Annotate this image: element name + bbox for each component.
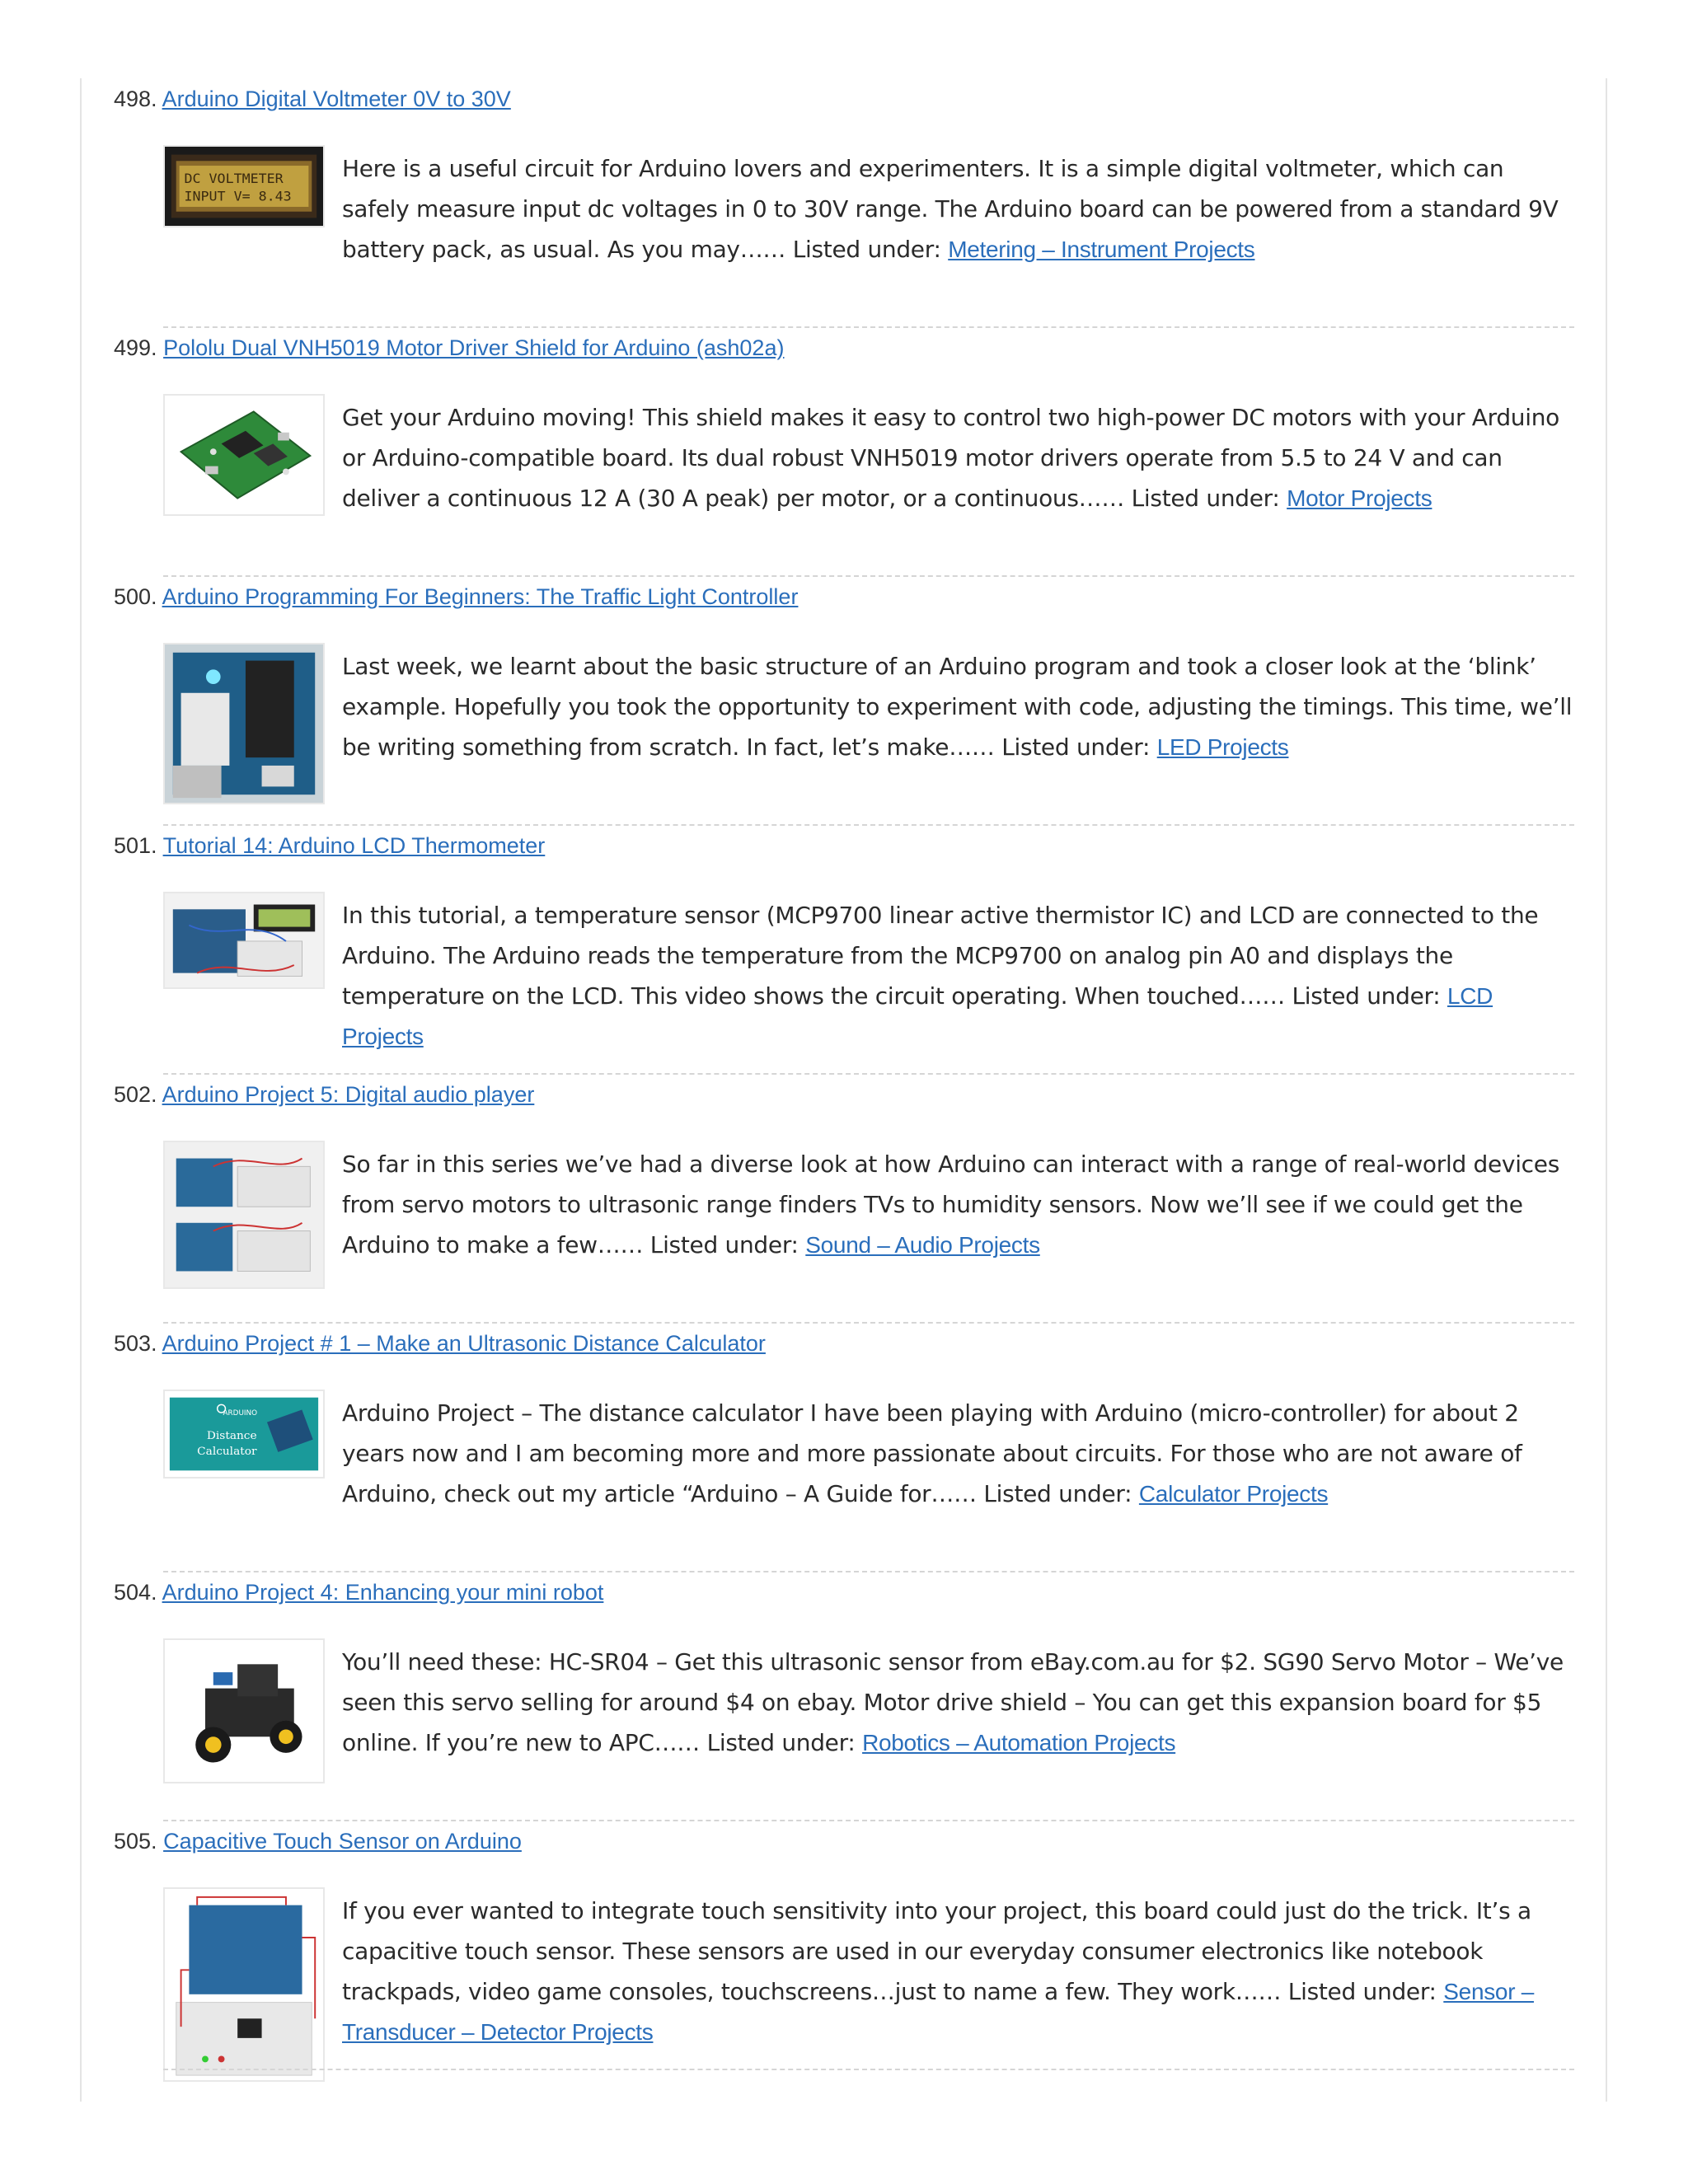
item-title-link[interactable]: Arduino Digital Voltmeter 0V to 30V <box>162 87 511 111</box>
item-description <box>342 148 1574 269</box>
category-link[interactable]: LCD Projects <box>342 983 1493 1049</box>
description-text: You’ll need these: HC-SR04 – Get this ultrasonic sensor from eBay.com.au for $2. SG90 Servo Motor – We’ve seen this servo selling for around $4 on ebay. Motor drive shield – You can get this expansion board for $5 online. If you’re new to APC…… Listed under: <box>342 1648 1564 1756</box>
item-thumbnail[interactable] <box>163 145 325 227</box>
item-thumbnail[interactable] <box>163 643 325 804</box>
item-title-link[interactable]: Arduino Project 4: Enhancing your mini robot <box>162 1580 604 1605</box>
item-thumbnail[interactable] <box>163 394 325 516</box>
category-link[interactable]: Motor Projects <box>1287 485 1432 511</box>
category-link[interactable]: LED Projects <box>1156 734 1289 760</box>
lcd-line-1: DC VOLTMETER <box>184 171 284 187</box>
item-title-link[interactable]: Capacitive Touch Sensor on Arduino <box>163 1829 522 1854</box>
item-divider <box>163 1571 1574 1572</box>
item-divider <box>163 575 1574 577</box>
description-text: So far in this series we’ve had a diverse look at how Arduino can interact with a range of real-world devices from servo motors to ultrasonic range finders TVs to humidity sensors. Now we’ll see if we could get the Arduino to make a few…… Listed under: <box>342 1151 1559 1258</box>
item-title-link[interactable]: Arduino Programming For Beginners: The Traffic Light Controller <box>162 584 799 609</box>
category-link[interactable]: Sensor – Transducer – Detector Projects <box>342 1979 1534 2045</box>
list-item <box>114 82 1574 331</box>
lcd-line-2: INPUT V= 8.43 <box>184 188 292 204</box>
item-thumbnail[interactable] <box>163 1390 325 1479</box>
lcd-thermometer-image <box>165 893 323 987</box>
item-number: 504. <box>114 1580 157 1605</box>
item-title <box>114 829 545 862</box>
item-title <box>114 82 511 115</box>
item-number: 498. <box>114 87 157 111</box>
left-border <box>80 78 82 2102</box>
item-number: 505. <box>114 1829 157 1854</box>
item-title-link[interactable]: Arduino Project # 1 – Make an Ultrasonic Distance Calculator <box>162 1331 766 1356</box>
item-number: 503. <box>114 1331 157 1356</box>
project-list <box>114 82 1574 2074</box>
audio-player-image <box>165 1142 323 1287</box>
item-divider <box>163 824 1574 826</box>
touch-sensor-breadboard-image <box>165 1889 323 2080</box>
item-number: 500. <box>114 584 157 609</box>
mini-robot-image <box>165 1640 323 1782</box>
list-item <box>114 1825 1574 2074</box>
description-text: If you ever wanted to integrate touch sensitivity into your project, this board could just do the trick. It’s a capacitive touch sensor. These sensors are used in our everyday consumer electronics like notebook trackpads, video game consoles, touchscreens…just to name a few. They work…… Listed under: <box>342 1897 1531 2005</box>
list-item <box>114 1576 1574 1825</box>
item-divider <box>163 1820 1574 1821</box>
item-title <box>114 1825 522 1858</box>
item-description <box>342 646 1574 767</box>
item-description <box>342 397 1574 518</box>
item-thumbnail[interactable] <box>163 1638 325 1783</box>
item-description <box>342 895 1574 1057</box>
distance-calculator-image <box>165 1391 323 1477</box>
description-text: Here is a useful circuit for Arduino lovers and experimenters. It is a simple digital voltmeter, which can safely measure input dc voltages in 0 to 30V range. The Arduino board can be powered from a standard 9V battery pack, as usual. As you may…… Listed under: <box>342 155 1559 263</box>
item-number: 499. <box>114 335 157 360</box>
category-link[interactable]: Robotics – Automation Projects <box>862 1730 1176 1755</box>
description-text: In this tutorial, a temperature sensor (MCP9700 linear active thermistor IC) and LCD are connected to the Arduino. The Arduino reads the temperature from the MCP9700 on analog pin A0 and displays the temperature on the LCD. This video shows the circuit operating. When touched…… Listed under: <box>342 902 1539 1010</box>
item-divider <box>163 1322 1574 1324</box>
item-description <box>342 1393 1574 1514</box>
item-title-link[interactable]: Tutorial 14: Arduino LCD Thermometer <box>162 833 546 858</box>
list-item <box>114 331 1574 580</box>
item-divider <box>163 326 1574 328</box>
category-link[interactable]: Sound – Audio Projects <box>805 1232 1040 1258</box>
item-title-link[interactable]: Pololu Dual VNH5019 Motor Driver Shield for Arduino (ash02a) <box>163 335 785 360</box>
item-thumbnail[interactable] <box>163 892 325 989</box>
item-thumbnail[interactable] <box>163 1141 325 1289</box>
list-item <box>114 1078 1574 1327</box>
item-divider <box>163 2069 1574 2070</box>
traffic-light-board-image <box>165 644 323 803</box>
description-text: Arduino Project – The distance calculator I have been playing with Arduino (micro-controller) for about 2 years now and I am becoming more and more passionate about circuits. For those who are not aware of Arduino, check out my article “Arduino – A Guide for…… Listed under: <box>342 1399 1522 1507</box>
item-divider <box>163 1073 1574 1075</box>
item-description <box>342 1144 1574 1265</box>
item-title-link[interactable]: Arduino Project 5: Digital audio player <box>162 1082 535 1107</box>
item-thumbnail[interactable] <box>163 1887 325 2082</box>
item-title <box>114 1327 766 1360</box>
item-title <box>114 1576 603 1609</box>
list-item <box>114 829 1574 1078</box>
category-link[interactable]: Calculator Projects <box>1138 1481 1329 1507</box>
list-item <box>114 1327 1574 1576</box>
item-title <box>114 1078 534 1111</box>
description-text: Get your Arduino moving! This shield makes it easy to control two high-power DC motors with your Arduino or Arduino-compatible board. Its dual robust VNH5019 motor drivers operate from 5.5 to 24 V and can deliver a continuous 12 A (30 A peak) per motor, or a continuous…… Listed under: <box>342 404 1560 512</box>
item-description <box>342 1891 1574 2052</box>
thumb-line-2: Calculator <box>197 1445 257 1459</box>
thumb-brand: ARDUINO <box>223 1408 258 1418</box>
item-number: 501. <box>114 833 157 858</box>
lcd-image <box>165 147 323 226</box>
item-number: 502. <box>114 1082 157 1107</box>
list-item <box>114 580 1574 829</box>
motor-shield-image <box>165 396 323 514</box>
thumb-line-1: Distance <box>206 1428 257 1442</box>
item-title <box>114 580 798 613</box>
item-description <box>342 1642 1574 1763</box>
category-link[interactable]: Metering – Instrument Projects <box>948 237 1255 262</box>
description-text: Last week, we learnt about the basic structure of an Arduino program and took a closer look at the ‘blink’ example. Hopefully you took the opportunity to experiment with code, adjusting the timings. This time, we’ll be writing something from scratch. In fact, let’s make…… Listed under: <box>342 653 1573 761</box>
right-border <box>1606 78 1607 2102</box>
item-title <box>114 331 784 364</box>
